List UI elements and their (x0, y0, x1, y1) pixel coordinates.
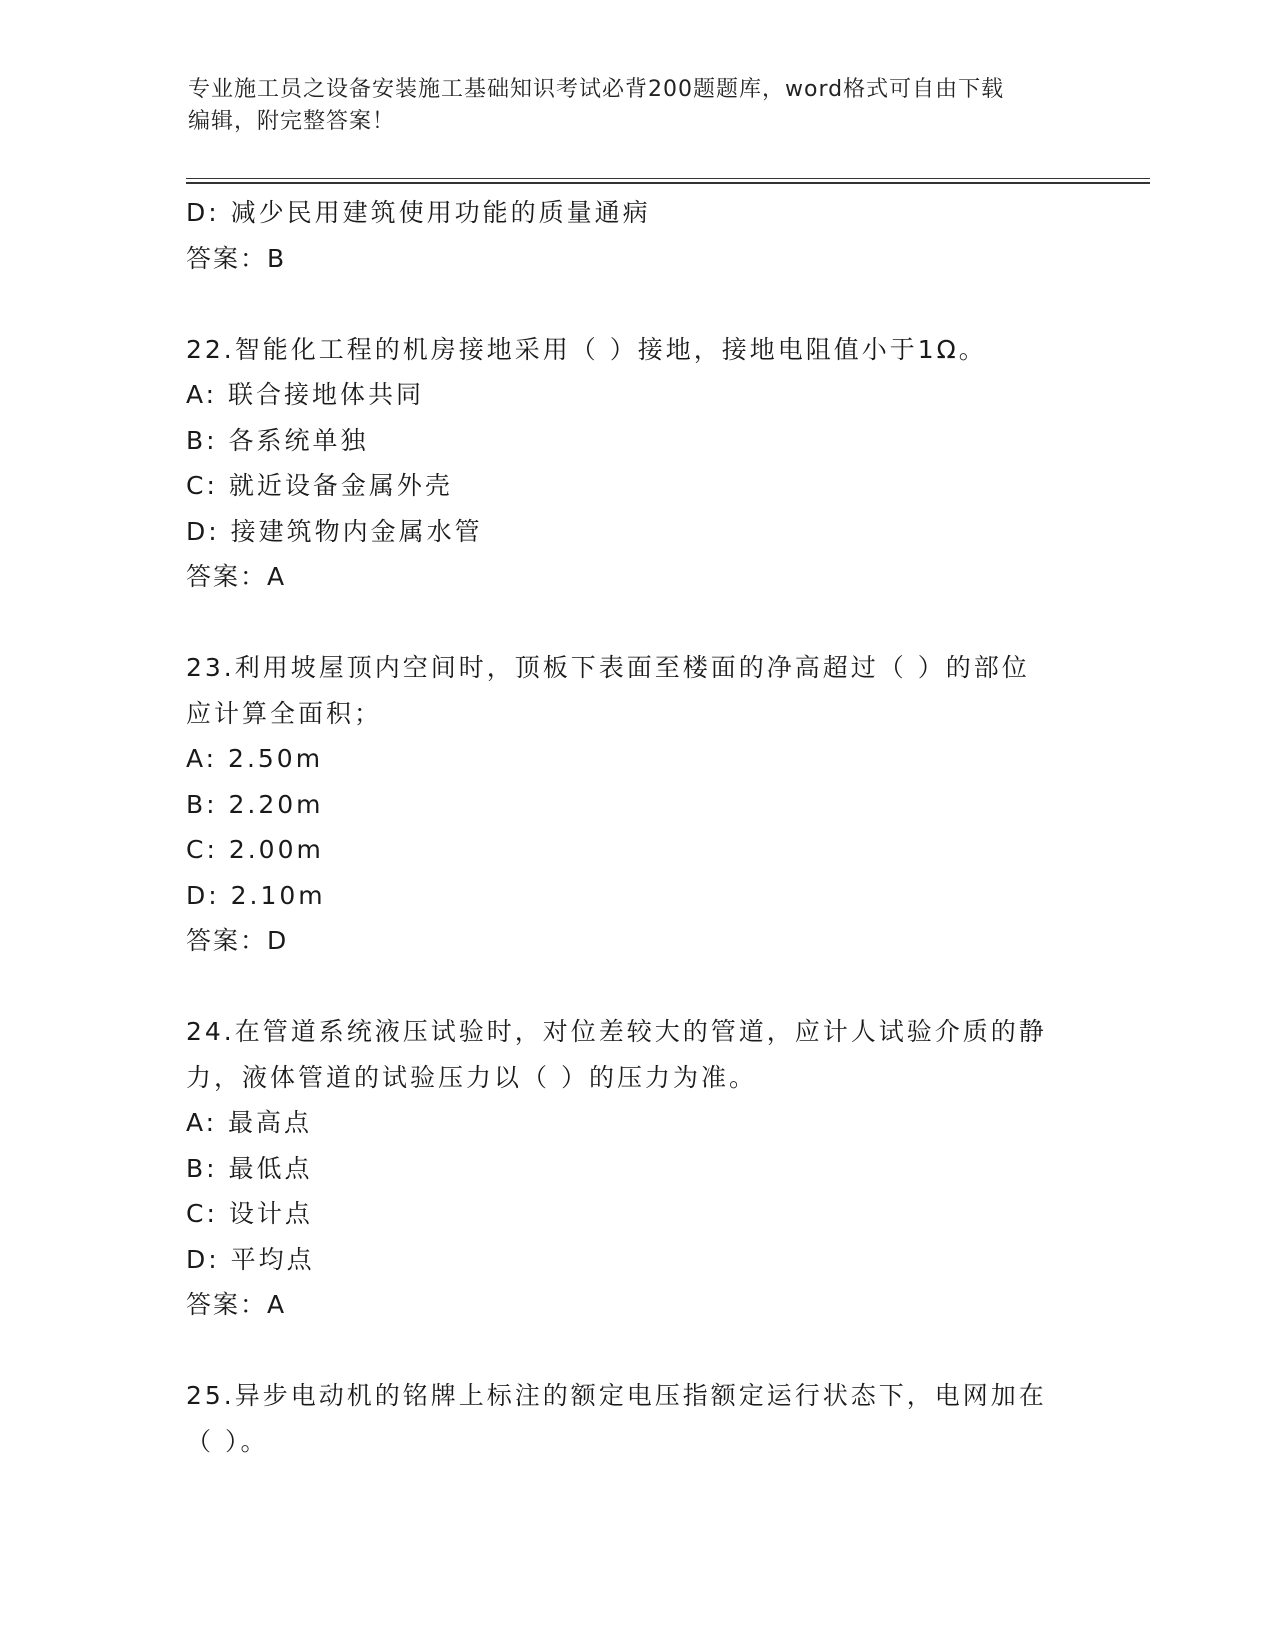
question-22 (186, 327, 1086, 600)
header-divider (186, 178, 1150, 184)
answer-line: 答案：B (186, 243, 287, 273)
question-stem: 22.智能化工程的机房接地采用（ ）接地，接地电阻值小于1Ω。 (186, 334, 987, 364)
question-stem: 应计算全面积； (186, 698, 383, 728)
spacer (186, 600, 1086, 646)
question-24 (186, 1009, 1086, 1328)
answer-line: 答案：A (186, 1290, 287, 1319)
option-c: C: 2.00m (186, 835, 324, 864)
option-a: A: 最高点 (186, 1108, 313, 1137)
spacer (186, 1328, 1086, 1374)
question-stem: 力，液体管道的试验压力以（ ）的压力为准。 (186, 1062, 757, 1092)
option-b: B: 2.20m (186, 789, 324, 819)
header-line: 专业施工员之设备安装施工基础知识考试必背200题题库，word格式可自由下载 (188, 77, 1005, 102)
divider-line (186, 178, 1150, 179)
option-c: C: 就近设备金属外壳 (186, 471, 453, 500)
option-d: D: 平均点 (186, 1244, 315, 1274)
option-d: D: 2.10m (186, 880, 326, 910)
spacer (186, 964, 1086, 1010)
option-d: D: 接建筑物内金属水管 (186, 516, 483, 546)
option-c: C: 设计点 (186, 1199, 313, 1228)
option-a: A: 2.50m (186, 744, 324, 773)
question-23 (186, 645, 1086, 964)
question-stem: 25.异步电动机的铭牌上标注的额定电压指额定运行状态下，电网加在 (186, 1381, 1047, 1410)
question-stem: 23.利用坡屋顶内空间时，顶板下表面至楼面的净高超过（ ）的部位 (186, 653, 1030, 682)
header-line: 编辑，附完整答案！ (188, 109, 396, 134)
question-stem: （ ）。 (186, 1426, 269, 1456)
question-stem: 24.在管道系统液压试验时，对位差较大的管道，应计人试验介质的静 (186, 1017, 1047, 1046)
option-a: A: 联合接地体共同 (186, 380, 425, 409)
spacer (186, 281, 1086, 327)
option-b: B: 最低点 (186, 1153, 313, 1183)
question-21-tail (186, 190, 1086, 281)
option-b: B: 各系统单独 (186, 425, 369, 455)
document-header (188, 74, 1068, 138)
answer-line: 答案：A (186, 562, 287, 591)
question-list (186, 190, 1086, 1464)
divider-line (186, 182, 1150, 184)
option-d: D: 减少民用建筑使用功能的质量通病 (186, 198, 651, 227)
question-25 (186, 1373, 1086, 1464)
answer-line: 答案：D (186, 926, 289, 955)
